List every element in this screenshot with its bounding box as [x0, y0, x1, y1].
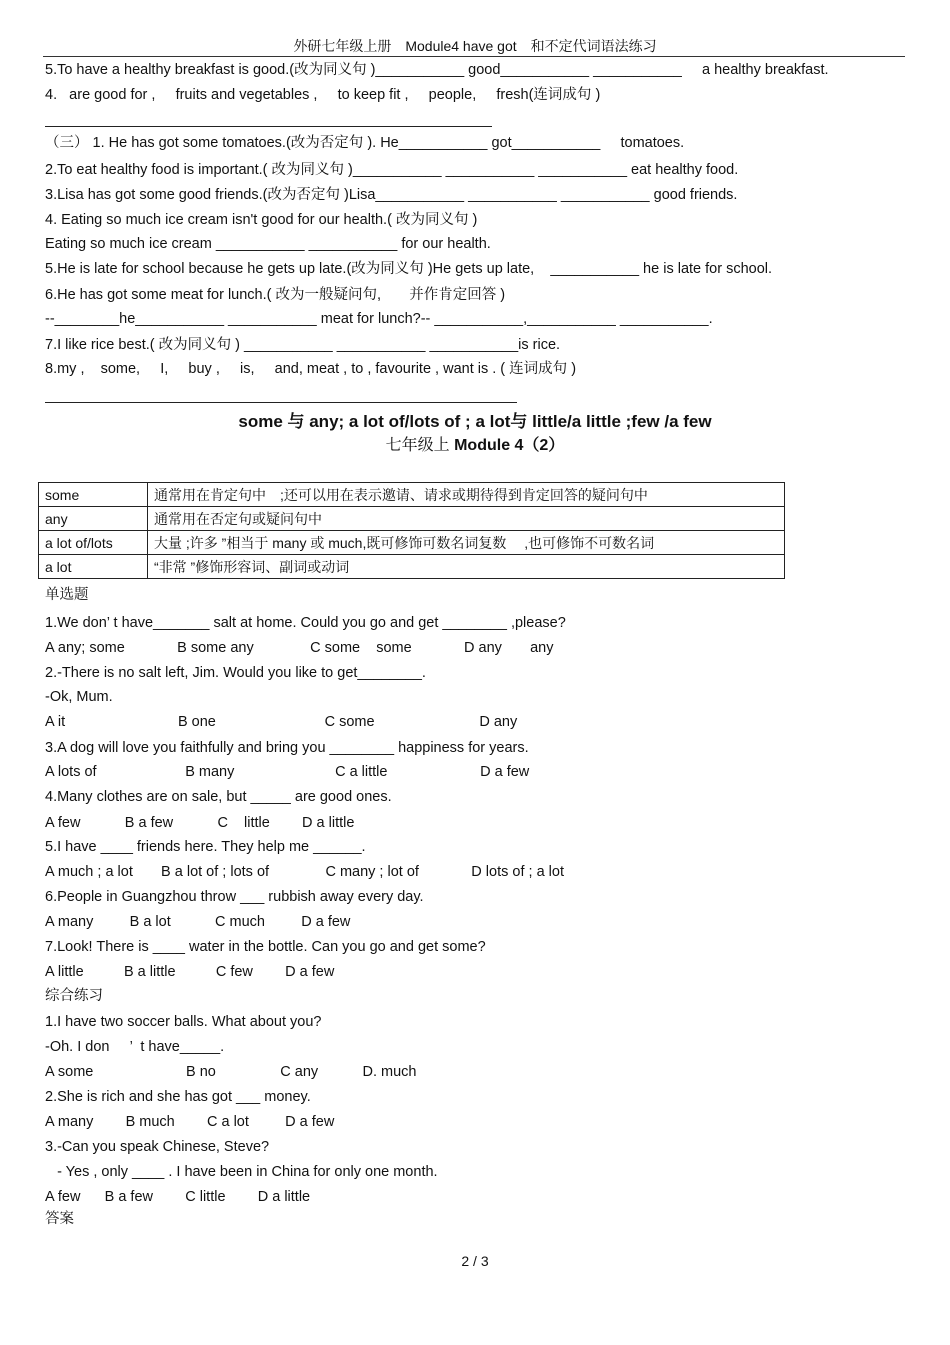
options-line: A some B no C any D. much	[45, 1064, 417, 1080]
exercise-line: （三） 1. He has got some tomatoes.(改为否定句 ). He___________ got___________ tomatoes.	[45, 135, 685, 151]
grammar-table	[38, 482, 785, 579]
options-line: A lots of B many C a little D a few	[45, 764, 530, 780]
table-cell-usage: 通常用在否定句或疑问句中	[148, 507, 785, 531]
question-line: 2.-There is no salt left, Jim. Would you like to get________.	[45, 665, 426, 681]
section-title: some 与 any; a lot of/lots of ; a lot与 little/a little ;few /a few	[238, 412, 712, 431]
question-line: 4.Many clothes are on sale, but _____ are good ones.	[45, 789, 392, 805]
options-line: A many B much C a lot D a few	[45, 1114, 335, 1130]
question-line: 5.I have ____ friends here. They help me ______.	[45, 839, 366, 855]
exercise-line: Eating so much ice cream ___________ ___________ for our health.	[45, 236, 491, 252]
question-line: -Ok, Mum.	[45, 689, 113, 705]
table-row	[39, 531, 785, 555]
page-header: 外研七年级上册 Module4 have got 和不定代词语法练习	[293, 38, 657, 54]
answer-line	[45, 402, 517, 403]
exercise-line: 8.my , some, I, buy , is, and, meat , to , favourite , want is . ( 连词成句 )	[45, 361, 577, 377]
question-line: 7.Look! There is ____ water in the bottle. Can you go and get some?	[45, 939, 486, 955]
section-heading: 单选题	[45, 587, 89, 603]
table-row	[39, 483, 785, 507]
exercise-line: 4. are good for , fruits and vegetables , to keep fit , people, fresh(连词成句 )	[45, 87, 601, 103]
exercise-line: --________he___________ ___________ meat for lunch?-- ___________,___________ ___________.	[45, 311, 713, 327]
section-subtitle	[0, 432, 950, 455]
page-number: 2 / 3	[461, 1253, 489, 1269]
table-cell-usage: 大量 ;许多 ”相当于 many 或 much,既可修饰可数名词复数 ,也可修饰不可数名词	[148, 531, 785, 555]
subtitle-module: Module 4（2）	[454, 437, 565, 454]
question-line: - Yes , only ____ . I have been in China for only one month.	[45, 1164, 438, 1180]
question-line: 3.A dog will love you faithfully and bring you ________ happiness for years.	[45, 740, 529, 756]
exercise-line: 5.He is late for school because he gets up late.(改为同义句 )He gets up late, ___________ he is late for school.	[45, 261, 773, 277]
table-cell-usage: “非常 ”修饰形容词、副词或动词	[148, 555, 785, 579]
answer-line	[45, 126, 492, 127]
table-cell-word: a lot of/lots	[39, 531, 148, 555]
table-row	[39, 507, 785, 531]
question-line: 1.We don’ t have_______ salt at home. Could you go and get ________ ,please?	[45, 615, 566, 631]
question-line: 6.People in Guangzhou throw ___ rubbish away every day.	[45, 889, 424, 905]
section-heading: 答案	[45, 1211, 74, 1227]
question-line: 3.-Can you speak Chinese, Steve?	[45, 1139, 270, 1155]
exercise-line: 7.I like rice best.( 改为同义句 ) ___________ ___________ ___________is rice.	[45, 337, 561, 353]
header-rule	[43, 56, 905, 57]
options-line: A much ; a lot B a lot of ; lots of C many ; lot of D lots of ; a lot	[45, 864, 564, 880]
subtitle-grade: 七年级上	[385, 437, 455, 454]
table-cell-word: any	[39, 507, 148, 531]
table-row	[39, 555, 785, 579]
options-line: A little B a little C few D a few	[45, 964, 335, 980]
exercise-line: 6.He has got some meat for lunch.( 改为一般疑问句, 并作肯定回答 )	[45, 287, 506, 303]
options-line: A few B a few C little D a little	[45, 1189, 311, 1205]
question-line: 2.She is rich and she has got ___ money.	[45, 1089, 311, 1105]
table-cell-word: a lot	[39, 555, 148, 579]
question-line: -Oh. I don ’ t have_____.	[45, 1039, 225, 1055]
section-heading: 综合练习	[45, 988, 103, 1004]
options-line: A many B a lot C much D a few	[45, 914, 351, 930]
exercise-line: 3.Lisa has got some good friends.(改为否定句 )Lisa___________ ___________ ___________ good friends.	[45, 187, 738, 203]
exercise-line: 2.To eat healthy food is important.( 改为同义句 )___________ ___________ ___________ eat healthy food.	[45, 162, 739, 178]
options-line: A few B a few C little D a little	[45, 815, 355, 831]
options-line: A any; some B some any C some some D any any	[45, 640, 554, 656]
options-line: A it B one C some D any	[45, 714, 518, 730]
table-cell-word: some	[39, 483, 148, 507]
question-line: 1.I have two soccer balls. What about you?	[45, 1014, 322, 1030]
exercise-line: 4. Eating so much ice cream isn't good for our health.( 改为同义句 )	[45, 212, 478, 228]
exercise-line: 5.To have a healthy breakfast is good.(改为同义句 )___________ good___________ ___________ a healthy breakfast.	[45, 62, 829, 78]
table-cell-usage: 通常用在肯定句中 ;还可以用在表示邀请、请求或期待得到肯定回答的疑问句中	[148, 483, 785, 507]
